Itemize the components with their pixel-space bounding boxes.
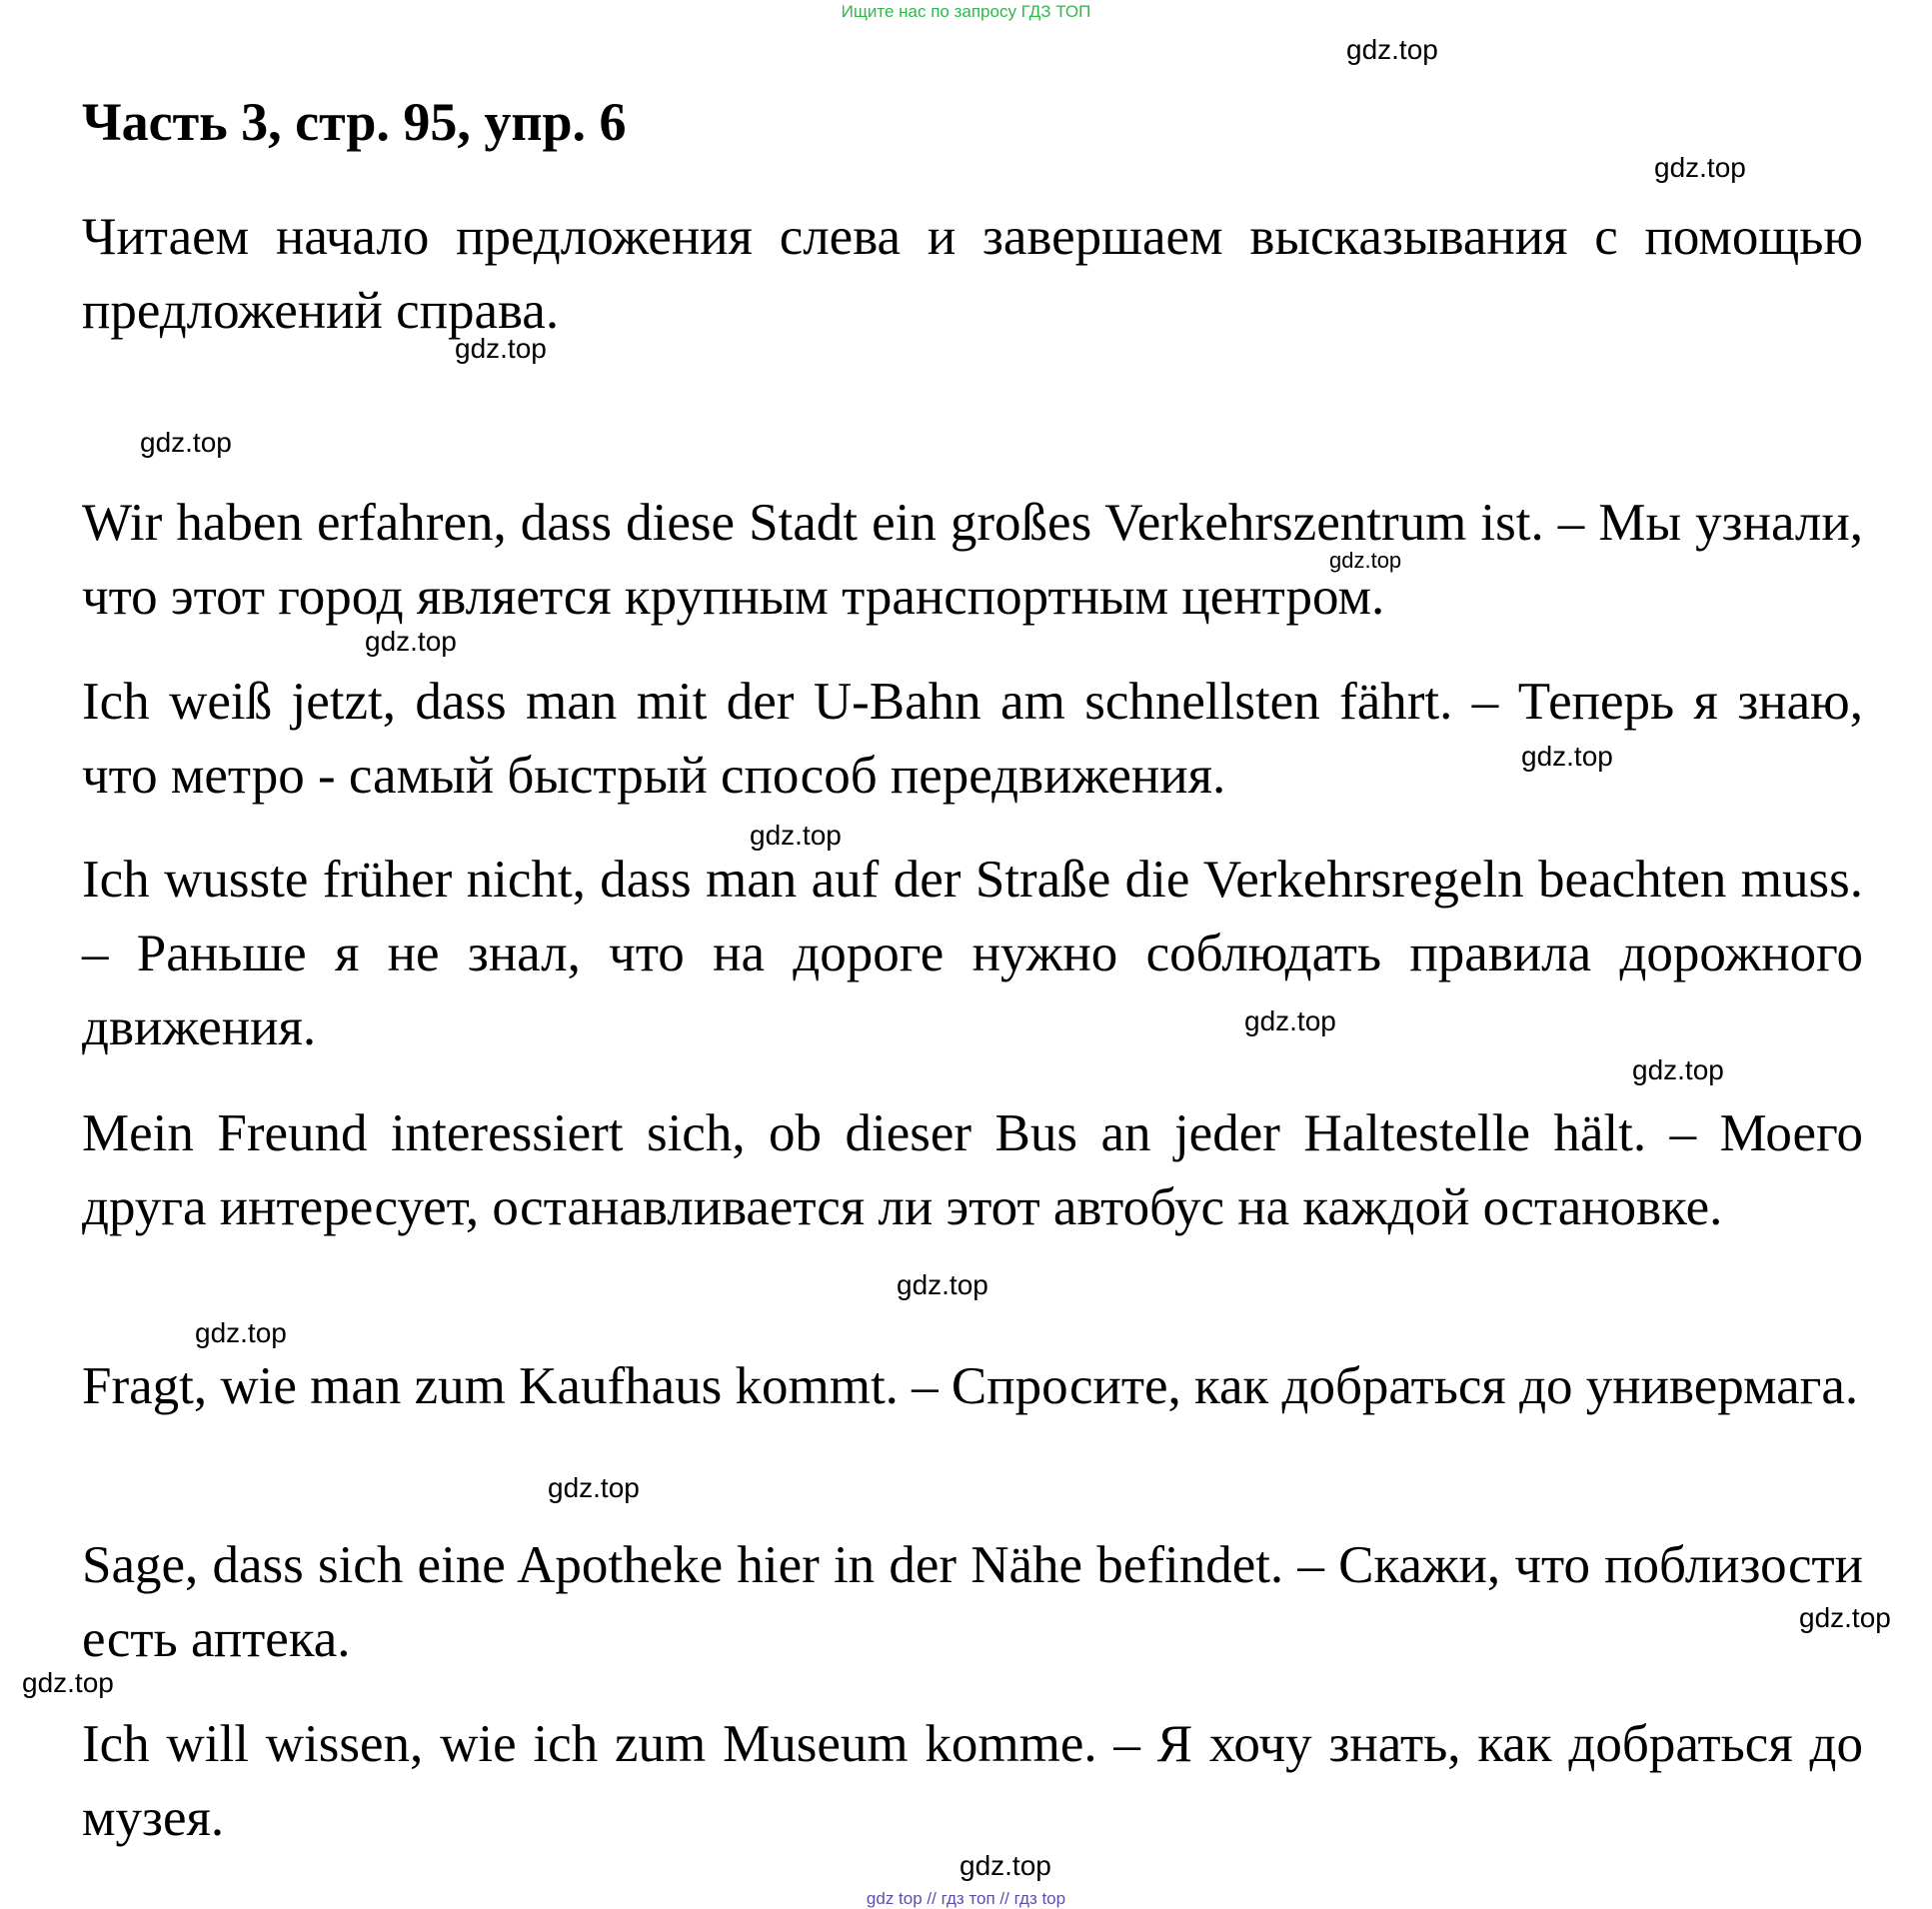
watermark: gdz.top	[1654, 152, 1746, 183]
watermark: gdz.top	[1329, 548, 1402, 573]
footer-text: gdz top // гдз топ // гдз top	[866, 1889, 1066, 1908]
watermark: gdz.top	[960, 1850, 1051, 1881]
watermark: gdz.top	[1521, 741, 1613, 772]
watermark: gdz.top	[1799, 1602, 1891, 1633]
watermark: gdz.top	[1632, 1054, 1724, 1085]
watermark: gdz.top	[22, 1667, 114, 1698]
watermark: gdz.top	[140, 427, 232, 458]
watermark: gdz.top	[1244, 1005, 1336, 1036]
watermark: gdz.top	[1346, 34, 1438, 65]
sentence-4: Mein Freund interessiert sich, ob dieser Bus an jeder Haltestelle hält. – Моего друга интересует, останавливается ли этот автобус на каждой остановке.	[82, 1104, 1863, 1236]
watermark: gdz.top	[750, 820, 842, 851]
watermark: gdz.top	[365, 626, 457, 657]
sentence-2: Ich weiß jetzt, dass man mit der U-Bahn am schnellsten fährt. – Теперь я знаю, что метро - самый быстрый способ передвижения.	[82, 673, 1863, 805]
watermark: gdz.top	[548, 1472, 640, 1503]
sentence-3: Ich wusste früher nicht, dass man auf der Straße die Verkehrsregeln beachten muss. – Раньше я не знал, что на дороге нужно соблюдать правила дорожного движения.	[82, 851, 1863, 1056]
instruction-text: Читаем начало предложения слева и завершаем высказывания с помощью предложений справа.	[82, 208, 1863, 340]
top-banner: Ищите нас по запросу ГДЗ ТОП	[841, 2, 1091, 21]
sentence-5: Fragt, wie man zum Kaufhaus kommt. – Спросите, как добраться до универмага.	[82, 1357, 1859, 1415]
sentence-7: Ich will wissen, wie ich zum Museum komme. – Я хочу знать, как добраться до музея.	[82, 1715, 1863, 1847]
page-title: Часть 3, стр. 95, упр. 6	[82, 92, 627, 152]
sentence-1: Wir haben erfahren, dass diese Stadt ein großes Verkehrszentrum ist. – Мы узнали, что этот город является крупным транспортным центром.	[82, 494, 1863, 626]
watermark: gdz.top	[455, 333, 547, 364]
watermark: gdz.top	[897, 1269, 988, 1300]
sentence-6: Sage, dass sich eine Apotheke hier in der Nähe befindet. – Скажи, что поблизости есть аптека.	[82, 1536, 1863, 1668]
watermark: gdz.top	[195, 1317, 287, 1348]
